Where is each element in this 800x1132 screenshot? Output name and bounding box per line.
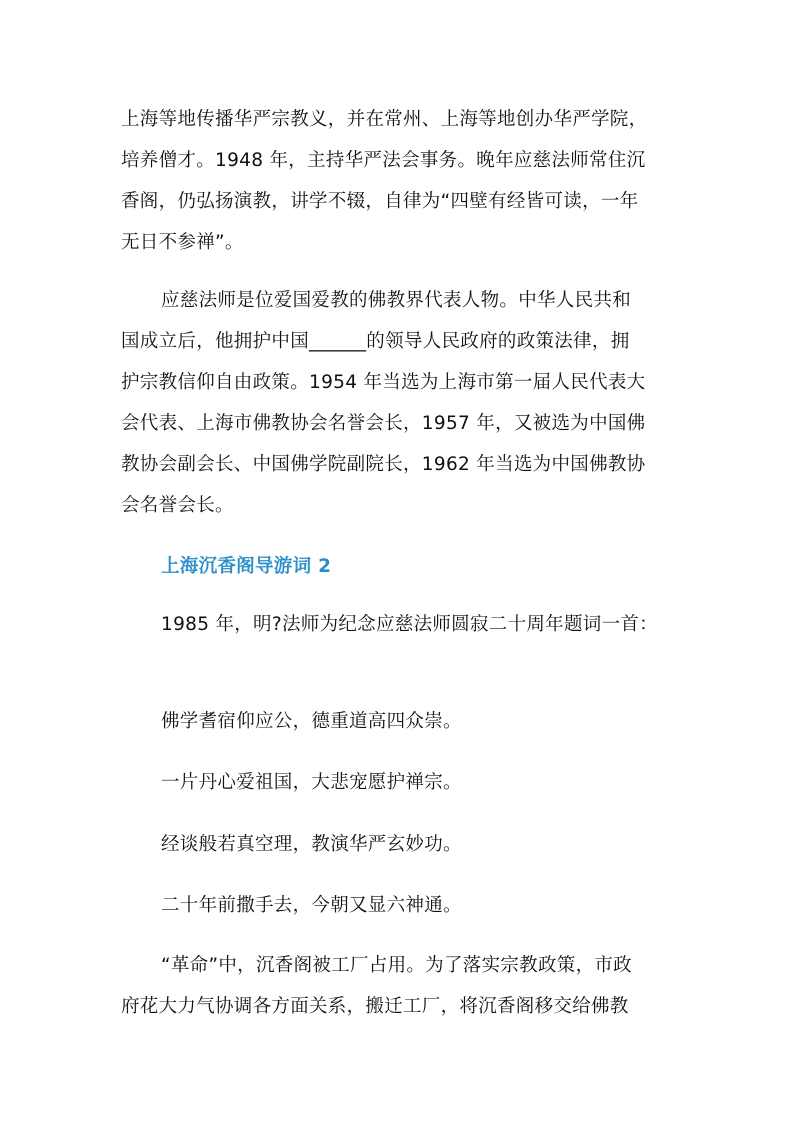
text-line: 培养僧才。1948 年，主持华严法会事务。晚年应慈法师常住沉 — [121, 150, 646, 171]
text-line: 应慈法师是位爱国爱教的佛教界代表人物。中华人民共和 — [161, 290, 632, 311]
text-line: 府花大力气协调各方面关系，搬迁工厂，将沉香阁移交给佛教 — [121, 996, 629, 1017]
poem-line: 二十年前撒手去，今朝又显六神通。 — [161, 895, 462, 916]
text-line: 无日不参禅”。 — [121, 232, 244, 253]
text-line: 会名誉会长。 — [121, 495, 234, 516]
text-line: 国成立后，他拥护中国______的领导人民政府的政策法律，拥 — [121, 331, 630, 352]
text-line: 香阁，仍弘扬演教，讲学不辍，自律为“四壁有经皆可读，一年 — [121, 191, 639, 212]
text-line: 上海等地传播华严宗教义，并在常州、上海等地创办华严学院， — [121, 109, 648, 130]
poem-line: 经谈般若真空理，教演华严玄妙功。 — [161, 834, 462, 855]
intro-line: 1985 年，明?法师为纪念应慈法师圆寂二十周年题词一首： — [161, 614, 658, 635]
poem-line: 一片丹心爱祖国，大悲宠愿护禅宗。 — [161, 772, 462, 793]
text-line: “革命”中，沉香阁被工厂占用。为了落实宗教政策，市政 — [161, 955, 632, 976]
text-line: 教协会副会长、中国佛学院副院长，1962 年当选为中国佛教协 — [121, 454, 646, 475]
poem-line: 佛学耆宿仰应公，德重道高四众崇。 — [161, 711, 462, 732]
text-line: 会代表、上海市佛教协会名誉会长，1957 年，又被选为中国佛 — [121, 413, 646, 434]
text-line: 护宗教信仰自由政策。1954 年当选为上海市第一届人民代表大 — [121, 372, 646, 393]
section-heading: 上海沉香阁导游词 2 — [161, 556, 332, 577]
